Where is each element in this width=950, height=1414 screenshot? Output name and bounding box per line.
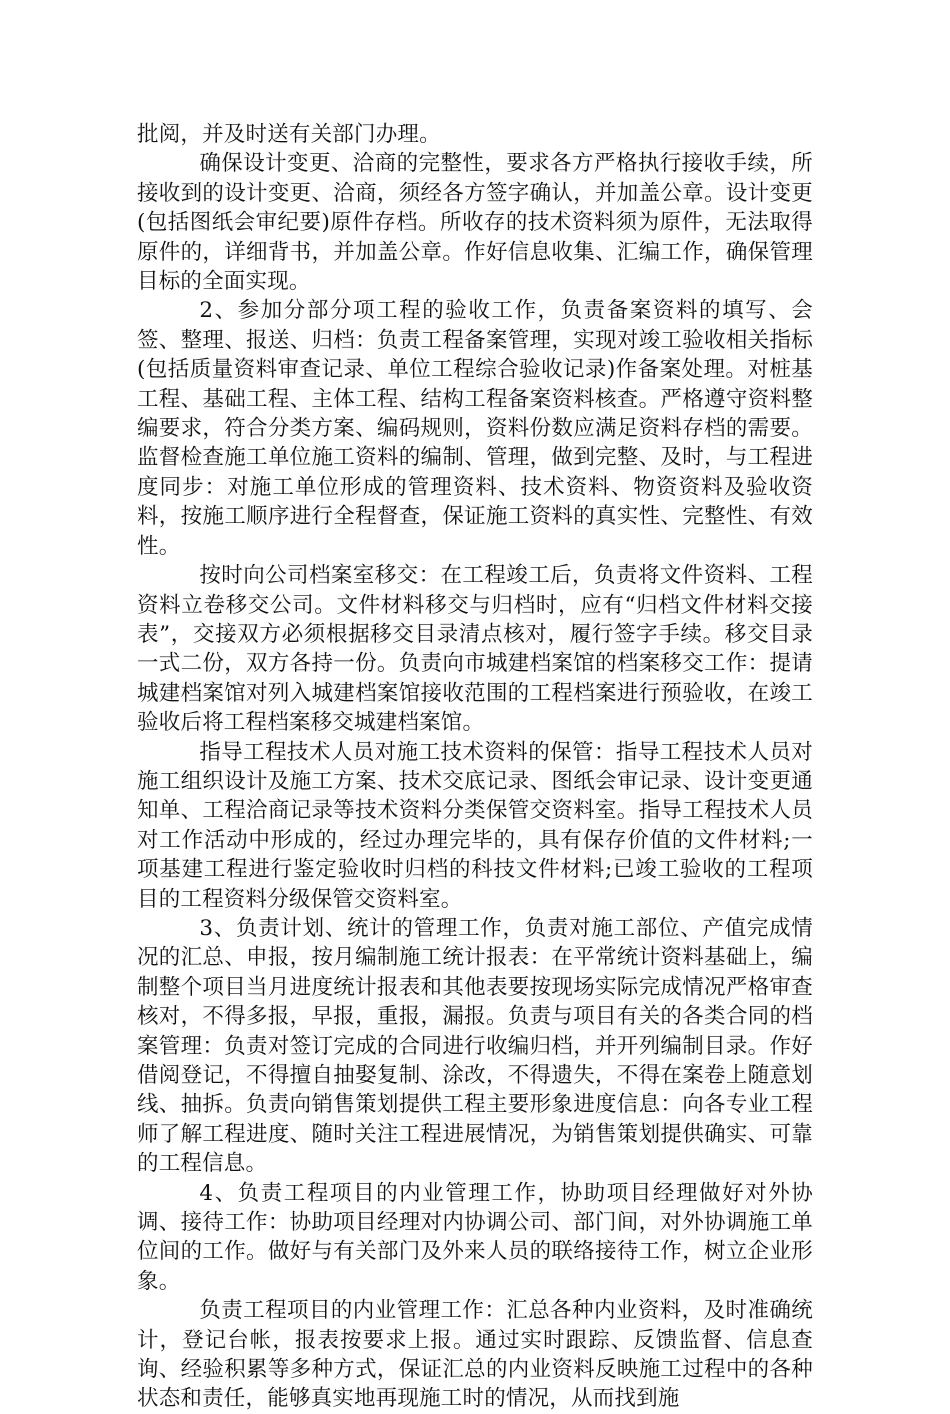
paragraph-internal-data-summary: 负责工程项目的内业管理工作：汇总各种内业资料，及时准确统计，登记台帐，报表按要求上报。通过实时跟踪、反馈监督、信息查询、经验积累等多种方式，保证汇总的内业资料反映施工过程中的各种状态和责任，能够真实地再现施工时的情况，从而找到施 <box>137 1298 813 1412</box>
paragraph-design-change-integrity: 确保设计变更、洽商的完整性，要求各方严格执行接收手续，所接收到的设计变更、洽商，须经各方签字确认，并加盖公章。设计变更(包括图纸会审纪要)原件存档。所收存的技术资料须为原件，无法取得原件的，详细背书，并加盖公章。作好信息收集、汇编工作，确保管理目标的全面实现。 <box>137 151 813 295</box>
document-body <box>137 120 813 1414</box>
paragraph-archive-transfer: 按时向公司档案室移交：在工程竣工后，负责将文件资料、工程资料立卷移交公司。文件材料移交与归档时，应有“归档文件材料交接表”，交接双方必须根据移交目录清点核对，履行签字手续。移交目录一式二份，双方各持一份。负责向市城建档案馆的档案移交工作：提请城建档案馆对列入城建档案馆接收范围的工程档案进行预验收，在竣工验收后将工程档案移交城建档案馆。 <box>137 563 813 736</box>
paragraph-continuation: 批阅，并及时送有关部门办理。 <box>137 122 441 147</box>
paragraph-item-2-acceptance: 2、参加分部分项工程的验收工作，负责备案资料的填写、会签、整理、报送、归档：负责工程备案管理，实现对竣工验收相关指标(包括质量资料审查记录、单位工程综合验收记录)作备案处理。对桩基工程、基础工程、主体工程、结构工程备案资料核查。严格遵守资料整编要求，符合分类方案、编码规则，资料份数应满足资料存档的需要。监督检查施工单位施工资料的编制、管理，做到完整、及时，与工程进度同步：对施工单位形成的管理资料、技术资料、物资资料及验收资料，按施工顺序进行全程督查，保证施工资料的真实性、完整性、有效性。 <box>137 298 813 559</box>
paragraph-item-3-planning-statistics: 3、负责计划、统计的管理工作，负责对施工部位、产值完成情况的汇总、申报，按月编制施工统计报表：在平常统计资料基础上，编制整个项目当月进度统计报表和其他表要按现场实际完成情况严格审查核对，不得多报，早报，重报，漏报。负责与项目有关的各类合同的档案管理：负责对签订完成的合同进行收编归档，并开列编制目录。作好借阅登记，不得擅自抽娶复制、涂改，不得遗失，不得在案卷上随意划线、抽拆。负责向销售策划提供工程主要形象进度信息：向各专业工程师了解工程进度、随时关注工程进展情况，为销售策划提供确实、可靠的工程信息。 <box>137 915 813 1177</box>
paragraph-item-4-internal-management: 4、负责工程项目的内业管理工作，协助项目经理做好对外协调、接待工作：协助项目经理对内协调公司、部门间，对外协调施工单位间的工作。做好与有关部门及外来人员的联络接待工作，树立企业形象。 <box>137 1180 813 1294</box>
paragraph-technical-data-custody: 指导工程技术人员对施工技术资料的保管：指导工程技术人员对施工组织设计及施工方案、技术交底记录、图纸会审记录、设计变更通知单、工程洽商记录等技术资料分类保管交资料室。指导工程技术人员对工作活动中形成的，经过办理完毕的，具有保存价值的文件材料;一项基建工程进行鉴定验收时归档的科技文件材料;已竣工验收的工程项目的工程资料分级保管交资料室。 <box>137 739 813 912</box>
